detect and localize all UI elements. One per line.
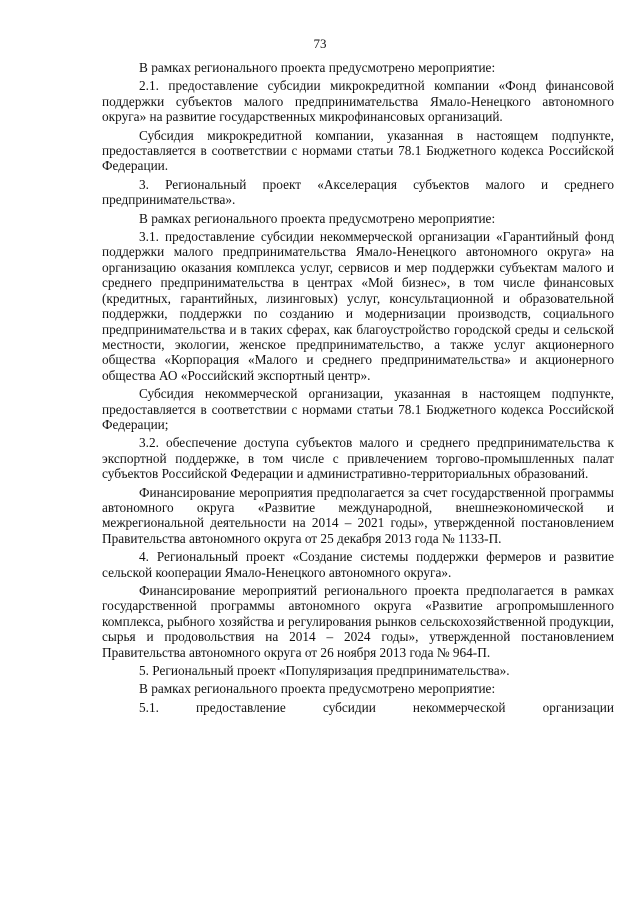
- paragraph: 5.1. предоставление субсидии некоммерческой организации: [139, 699, 614, 715]
- paragraph: В рамках регионального проекта предусмотрено мероприятие:: [139, 60, 496, 75]
- paragraph: 3.1. предоставление субсидии некоммерческой организации «Гарантийный фонд поддержки малого предпринимательства Ямало-Ненецкого автономного округа» на организацию оказания комплекса услуг, сервисов и мер поддержки субъектам малого и среднего предпринимательства в центрах «Мой бизнес», в том числе финансовых (кредитных, гарантийных, лизинговых) услуг, консультационной и образовательной поддержки, поддержки по созданию и модернизации производств, социального предпринимательства и в таких сферах, как благоустройство городской среды и сельской местности, экологии, женское предпринимательство, а также услуг акционерного общества «Корпорация «Малого и среднего предпринимательства» и акционерного общества АО «Российский экспортный центр».: [102, 229, 614, 383]
- paragraph: Финансирование мероприятий регионального проекта предполагается в рамках государственной программы автономного округа «Развитие агропромышленного комплекса, рыбного хозяйства и регулирования рынков сельскохозяйственной продукции, сырья и продовольствия на 2014 – 2024 годы», утвержденной постановлением Правительства автономного округа от 26 ноября 2013 года № 964-П.: [102, 583, 614, 660]
- paragraph: Финансирование мероприятия предполагается за счет государственной программы автономного округа «Развитие международной, внешнеэкономической и межрегиональной деятельности на 2014 – 2021 годы», утвержденной постановлением Правительства автономного округа от 25 декабря 2013 года № 1133-П.: [102, 484, 614, 546]
- paragraph: 3.2. обеспечение доступа субъектов малого и среднего предпринимательства к экспортной поддержке, в том числе с привлечением торгово-промышленных палат субъектов Российской Федерации и административно-территориальных образований.: [102, 435, 614, 482]
- paragraph: 2.1. предоставление субсидии микрокредитной компании «Фонд финансовой поддержки субъектов малого предпринимательства Ямало-Ненецкого автономного округа» на развитие государственных микрофинансовых организаций.: [102, 78, 614, 125]
- page-number: 73: [313, 36, 327, 51]
- paragraph: В рамках регионального проекта предусмотрено мероприятие:: [139, 681, 496, 697]
- paragraph: 3. Региональный проект «Акселерация субъектов малого и среднего предпринимательства».: [102, 176, 614, 208]
- paragraph: 4. Региональный проект «Создание системы поддержки фермеров и развитие сельской кооперации Ямало-Ненецкого автономного округа».: [102, 549, 614, 580]
- paragraph: Субсидия микрокредитной компании, указанная в настоящем подпункте, предоставляется в соответствии с нормами статьи 78.1 Бюджетного кодекса Российской Федерации.: [102, 127, 614, 174]
- paragraph: В рамках регионального проекта предусмотрено мероприятие:: [139, 210, 496, 226]
- paragraph: 5. Региональный проект «Популяризация предпринимательства».: [139, 663, 510, 679]
- document-body: [102, 60, 614, 718]
- paragraph: Субсидия некоммерческой организации, указанная в настоящем подпункте, предоставляется в соответствии с нормами статьи 78.1 Бюджетного кодекса Российской Федерации;: [102, 386, 614, 432]
